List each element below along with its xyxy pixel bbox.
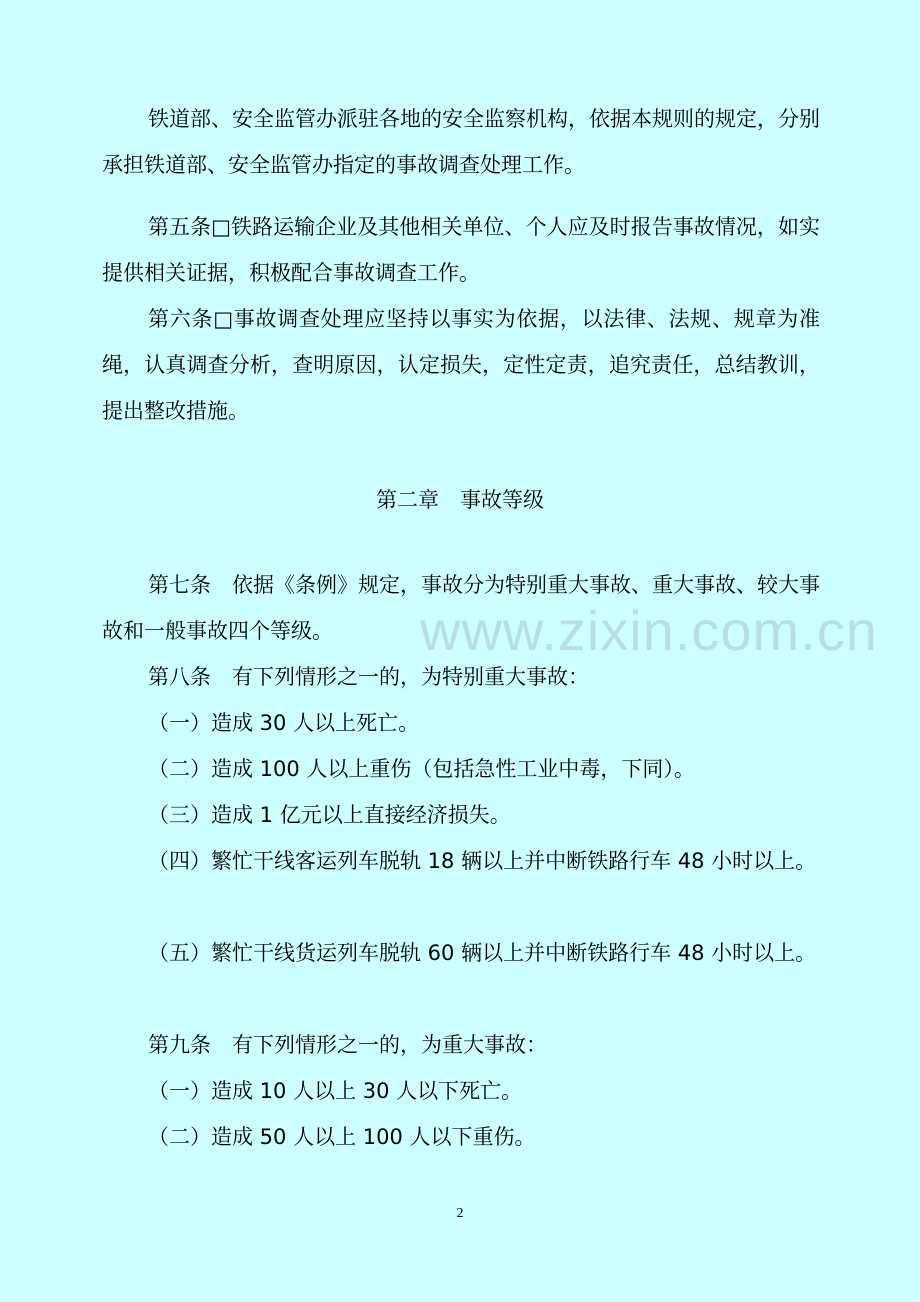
paragraph-article-5: 第五条□铁路运输企业及其他相关单位、个人应及时报告事故情况，如实提供相关证据，积极配合事故调查工作。	[102, 215, 820, 285]
paragraph-article-6: 第六条□事故调查处理应坚持以事实为依据，以法律、法规、规章为准绳，认真调查分析，查明原因，认定损失，定性定责，追究责任，总结教训，提出整改措施。	[102, 307, 820, 423]
article-8-intro: 第八条 有下列情形之一的，为特别重大事故：	[148, 665, 589, 689]
page-number: 2	[456, 1206, 464, 1221]
article-8-item-5: （五）繁忙干线货运列车脱轨 60 辆以上并中断铁路行车 48 小时以上。	[148, 941, 817, 965]
paragraph-supervision-agencies: 铁道部、安全监管办派驻各地的安全监察机构，依据本规则的规定，分别承担铁道部、安全监管办指定的事故调查处理工作。	[102, 107, 820, 177]
article-9-item-1: （一）造成 10 人以上 30 人以下死亡。	[148, 1079, 523, 1103]
article-8-item-1: （一）造成 30 人以上死亡。	[148, 711, 420, 735]
article-8-item-2: （二）造成 100 人以上重伤（包括急性工业中毒，下同）。	[148, 757, 695, 781]
chapter-title: 第二章 事故等级	[376, 488, 544, 512]
article-9-intro: 第九条 有下列情形之一的，为重大事故：	[148, 1033, 547, 1057]
article-9-item-2: （二）造成 50 人以上 100 人以下重伤。	[148, 1125, 536, 1149]
watermark: www.zixin.com.cn	[420, 599, 878, 662]
article-8-item-4: （四）繁忙干线客运列车脱轨 18 辆以上并中断铁路行车 48 小时以上。	[148, 849, 817, 873]
paragraph-article-7: 第七条 依据《条例》规定，事故分为特别重大事故、重大事故、较大事故和一般事故四个等级。	[102, 573, 820, 643]
article-8-item-3: （三）造成 1 亿元以上直接经济损失。	[148, 803, 511, 827]
